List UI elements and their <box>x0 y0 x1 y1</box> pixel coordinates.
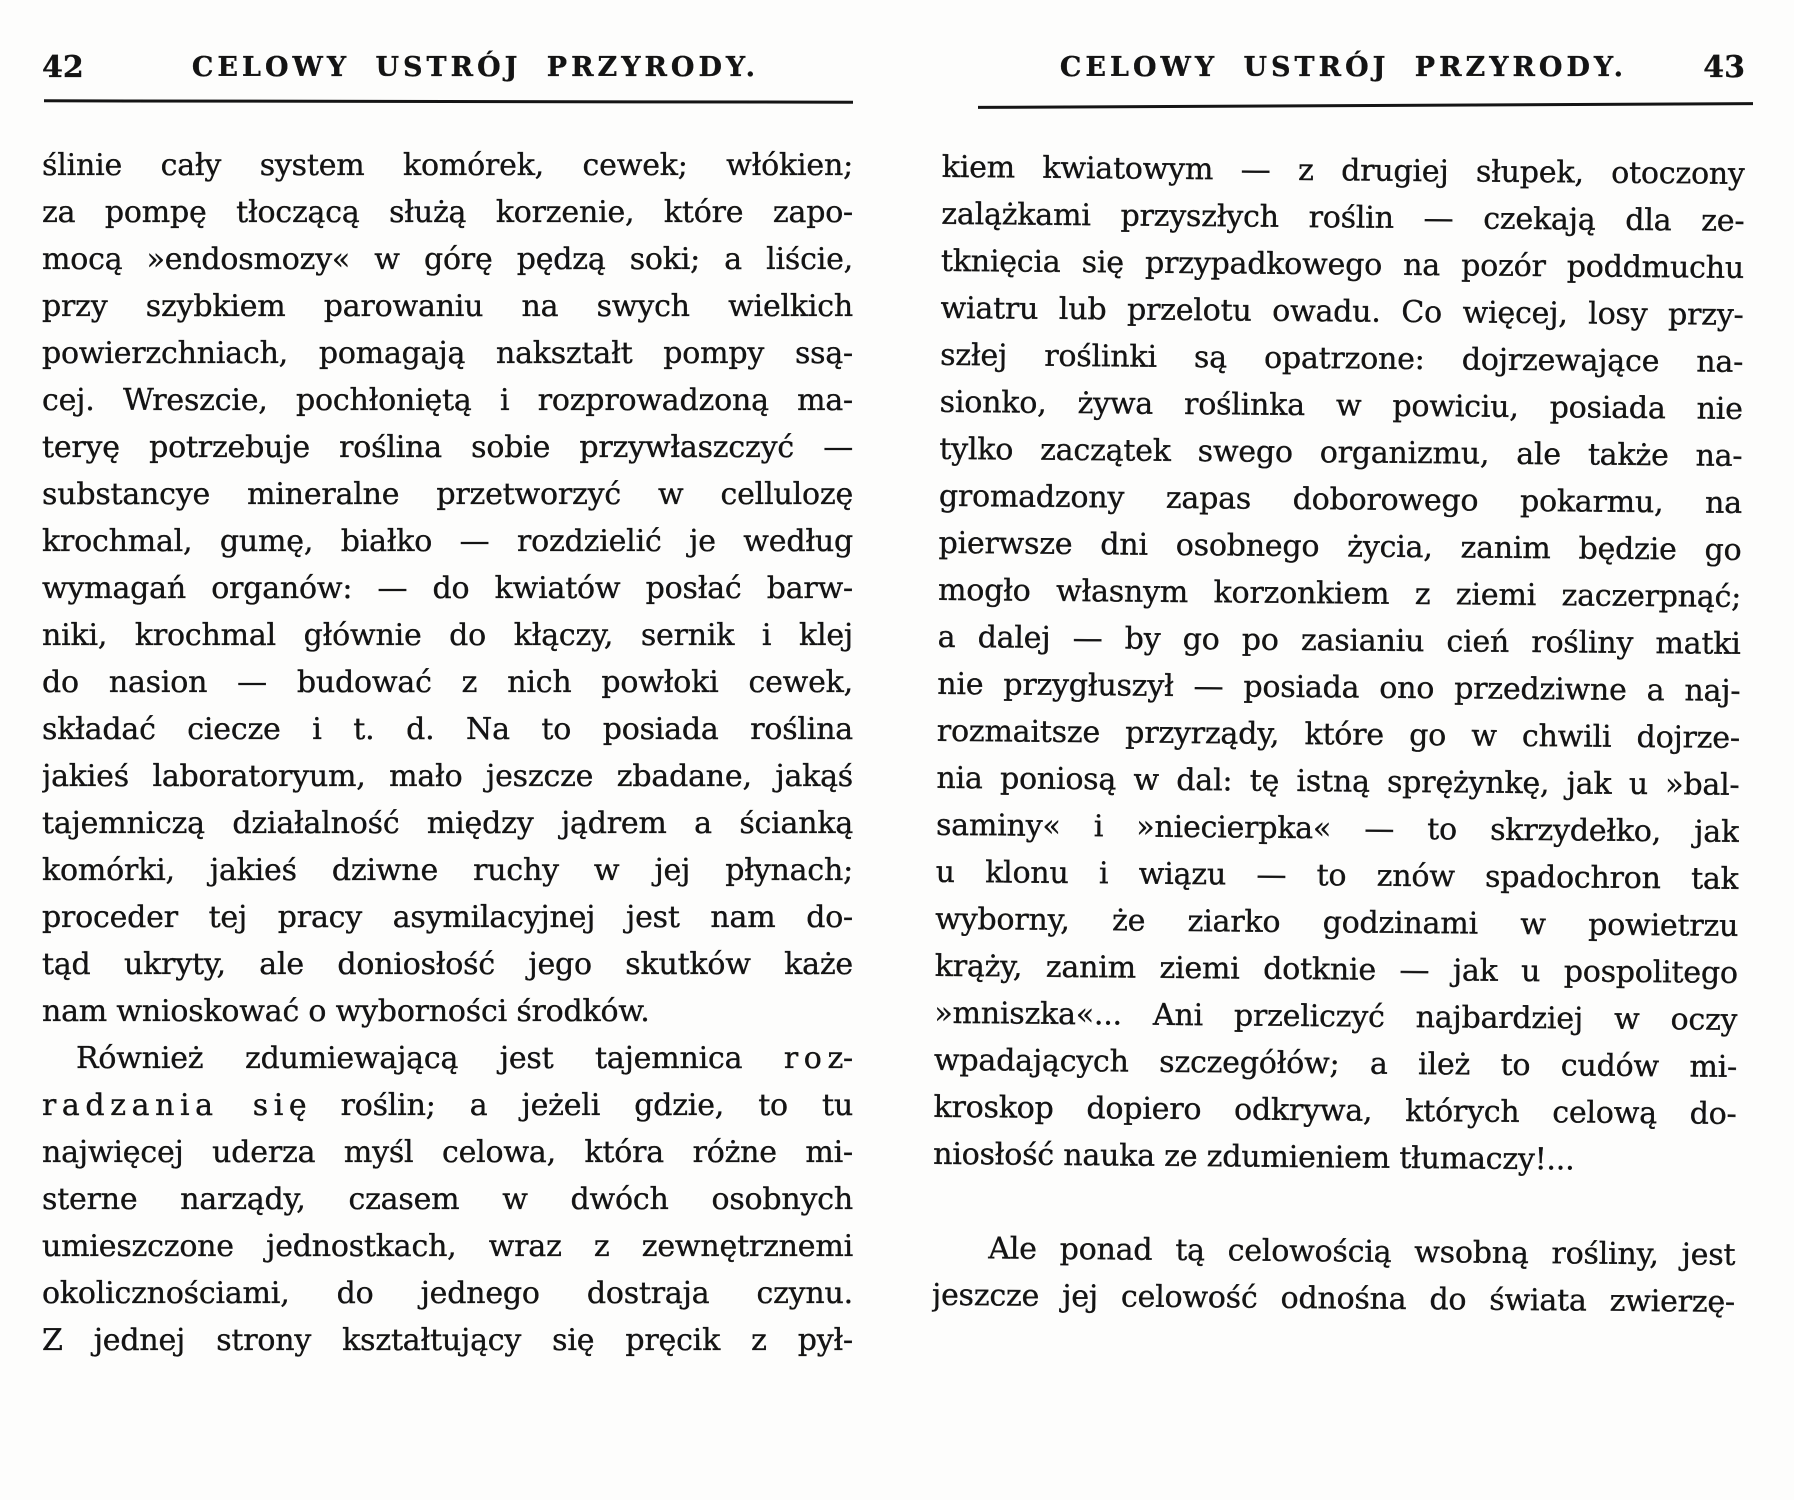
text-line: ślinie cały system komórek, cewek; włókien; <box>42 148 853 183</box>
text-line: u klonu i wiązu — to znów spadochron tak <box>935 854 1739 897</box>
text-line: mocą »endosmozy« w górę pędzą soki; a liście, <box>42 242 853 277</box>
text-line: do nasion — budować z nich powłoki cewek, <box>42 665 853 700</box>
text-line: krąży, zanim ziemi dotknie — jak u pospolitego <box>934 948 1738 991</box>
text-line: wpadających szczegółów; a ileż to cudów mi- <box>933 1042 1738 1085</box>
text-line: substancye mineralne przetworzyć w cellulozę <box>42 477 853 512</box>
text-line: sterne narządy, czasem w dwóch osobnych <box>42 1182 853 1217</box>
text-line: okolicznościami, do jednego dostraja czynu. <box>42 1276 853 1311</box>
text-line: wiatru lub przelotu owadu. Co więcej, losy przy- <box>940 290 1744 333</box>
text-line: mogło własnym korzonkiem z ziemi zaczerpnąć; <box>937 572 1742 615</box>
text-line: tylko zaczątek swego organizmu, ale także na- <box>939 431 1743 474</box>
text-line: Ale ponad tą celowością wsobną rośliny, jest <box>988 1231 1736 1273</box>
text-line: jeszcze jej celowość odnośna do świata zwierzę- <box>931 1277 1736 1320</box>
text-line: proceder tej pracy asymilacyjnej jest nam do- <box>42 900 853 935</box>
text-line: składać ciecze i t. d. Na to posiada roślina <box>42 712 853 747</box>
text-line: r a d z a n i a s i ę roślin; a jeżeli gdzie, to tu <box>42 1088 853 1123</box>
text-line: pierwsze dni osobnego życia, zanim będzie go <box>938 525 1742 568</box>
text-line: sionko, żywa roślinka w powiciu, posiada nie <box>939 384 1743 427</box>
text-line: saminy« i »niecierpka« — to skrzydełko, jak <box>935 807 1740 850</box>
text-line: teryę potrzebuje roślina sobie przywłaszczyć — <box>42 430 853 465</box>
left-page-number: 42 <box>42 50 84 85</box>
text-line: »mniszka«... Ani przeliczyć najbardziej w oczy <box>934 995 1738 1038</box>
text-line: zalążkami przyszłych roślin — czekają dla ze- <box>941 196 1745 239</box>
text-line: wymagań organów: — do kwiatów posłać barw- <box>42 571 853 606</box>
right-page-header <box>942 48 1745 88</box>
text-line: nia poniosą w dal: tę istną sprężynkę, jak u »bal- <box>936 760 1740 803</box>
text-line: Z jednej strony kształtujący się pręcik z pył- <box>42 1323 853 1358</box>
right-page-number: 43 <box>1703 50 1745 85</box>
text-line: krochmal, gumę, białko — rozdzielić je według <box>42 524 853 559</box>
text-line: powierzchniach, pomagają nakształt pompy ssą- <box>42 336 853 371</box>
right-header-rule <box>978 102 1753 109</box>
left-page-header <box>42 48 853 88</box>
left-page <box>42 48 853 1358</box>
text-line: kroskop dopiero odkrywa, których celową do- <box>933 1089 1737 1132</box>
text-line: szłej roślinki są opatrzone: dojrzewające na- <box>940 337 1744 380</box>
text-line: gromadzony zapas doborowego pokarmu, na <box>938 478 1743 521</box>
text-line: jakieś laboratoryum, mało jeszcze zbadane, jakąś <box>42 759 853 794</box>
text-line: rozmaitsze przyrządy, które go w chwili dojrze- <box>936 713 1741 756</box>
text-line: nam wnioskować o wyborności środków. <box>42 994 650 1029</box>
text-line: a dalej — by go po zasianiu cień rośliny matki <box>937 619 1741 662</box>
text-line: niki, krochmal głównie do kłączy, sernik i klej <box>42 618 853 653</box>
right-running-title: CELOWY USTRÓJ PRZYRODY. <box>1059 52 1628 83</box>
text-line: za pompę tłoczącą służą korzenie, które zapo- <box>42 195 853 230</box>
text-line: komórki, jakieś dziwne ruchy w jej płynach; <box>42 853 853 888</box>
text-line: nie przygłuszył — posiada ono przedziwne a naj- <box>937 666 1741 709</box>
text-line: tknięcia się przypadkowego na pozór poddmuchu <box>940 243 1745 286</box>
left-header-rule <box>44 99 853 103</box>
text-line: tajemniczą działalność między jądrem a ścianką <box>42 806 853 841</box>
text-line: wyborny, że ziarko godzinami w powietrzu <box>935 901 1739 944</box>
text-line: cej. Wreszcie, pochłoniętą i rozprowadzoną ma- <box>42 383 853 418</box>
text-line: tąd ukryty, ale doniosłość jego skutków każe <box>42 947 853 982</box>
right-page-body <box>932 144 1745 1326</box>
text-line: przy szybkiem parowaniu na swych wielkich <box>42 289 853 324</box>
left-page-body <box>42 142 853 1364</box>
left-running-title: CELOWY USTRÓJ PRZYRODY. <box>191 52 760 83</box>
right-page <box>931 48 1745 1320</box>
text-line: kiem kwiatowym — z drugiej słupek, otoczony <box>941 149 1745 192</box>
text-line: Również zdumiewającą jest tajemnica r o z- <box>76 1041 853 1076</box>
text-line: niosłość nauka ze zdumieniem tłumaczy!... <box>933 1136 1575 1178</box>
text-line: umieszczone jednostkach, wraz z zewnętrznemi <box>42 1229 853 1264</box>
text-line: najwięcej uderza myśl celowa, która różne mi- <box>42 1135 853 1170</box>
